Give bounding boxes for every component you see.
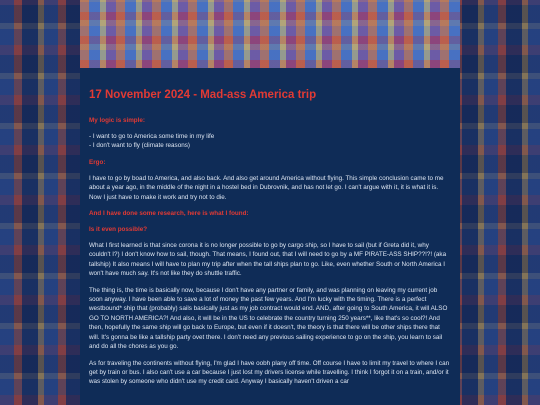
possible-heading: Is it even possible? — [89, 226, 148, 234]
header-banner-image — [80, 0, 460, 68]
research-heading: And I have done some research, here is what I found: — [89, 210, 249, 218]
list-item: - I don't want to fly (climate reasons) — [89, 142, 190, 150]
body-paragraph: The thing is, the time is basically now, because I don't have any partner or family, and was planning on leaving my current job soon anyway. I have been able to save a lot of money the past few years. And I'm lucky with the timing. There is a perfect westbound* ship that (probably) sails basically just as my job contract would end. AND, after going to South America, it will ALSO GO TO NORTH AMERICA?! And also, it will be in the US to celebrate the country turning 250 years**, like that's so cool?! And then, hopefully the same ship will go back to Europe, but even if it doesn't, the theory is that there will be other ships there that will. It's gonna be like a tallship party ovet there. I don't need any previous sailing experience to go on the ship, you learn to sail and do all the chores as you go. — [89, 286, 448, 351]
list-item: - I want to go to America some time in my life — [89, 133, 215, 140]
logic-heading: My logic is simple: — [89, 117, 145, 124]
body-paragraph: What I first learned is that since corona it is no longer possible to go by cargo ship, so I have to sail (but if Greta did it, why couldn't I?) I don't know how to sail, though. That means, I found out, that I will need to go by a MF PIRATE-ASS SHIP??!?! (aka tallship) It also means I will have to plan my trip after when the tall ships plan to go. Like, even whether South or North America I won't have much say. It's not like they do shuttle traffic. — [89, 242, 447, 278]
ergo-paragraph: I have to go by boad to America, and also back. And also get around America without flying. This simple conclusion came to me about a year ago, in the middle of the night in a hostel bed in Dubrovnik, and has not let go. I can't argue with it, it is what it is. Now I just have to make it work and try not to die. — [89, 174, 444, 201]
ergo-heading: Ergo: — [89, 158, 106, 166]
logic-list — [89, 132, 452, 151]
body-paragraph: As for traveling the continents without flying, I'm glad I have oobh plany off time. Off course I have to limit my travel to where I can get by train or bus. I also can't use a car because I just lost my drivers license while travelling. I think I forgot it on a train, and/or it was stolen by someone who didn't use my credit card. Anyway I basically haven't driven a car — [89, 359, 450, 386]
post-title: 17 November 2024 - Mad-ass America trip — [89, 89, 317, 101]
blog-post — [80, 68, 460, 405]
